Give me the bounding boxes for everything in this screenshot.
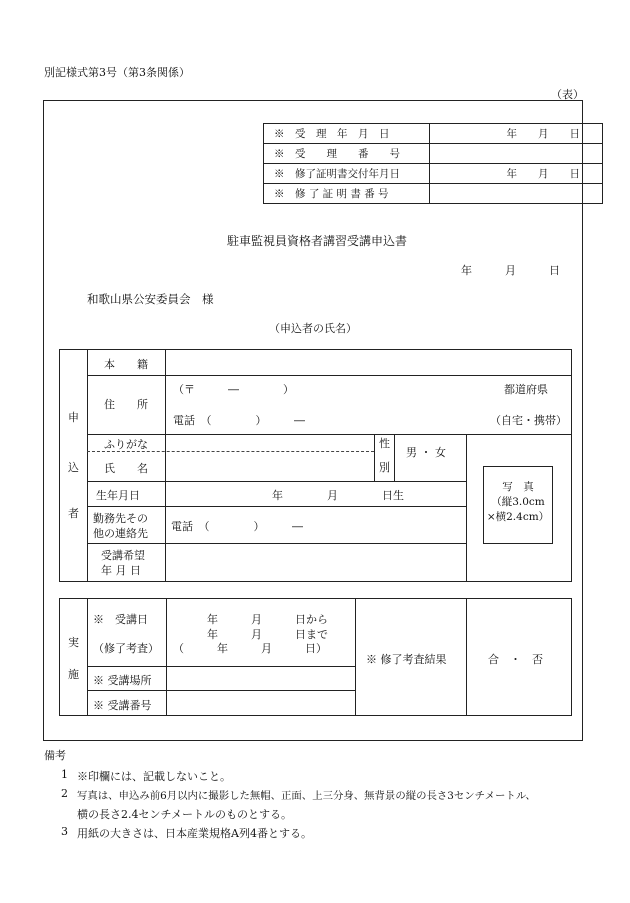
course-number-field[interactable]	[167, 691, 354, 714]
note-number: 2	[61, 787, 68, 800]
work-label: 勤務先その	[93, 512, 148, 525]
course-number-label: ※ 受講番号	[93, 699, 152, 712]
receipt-row	[264, 184, 603, 204]
date-to-field[interactable]: 年 月 日まで	[207, 628, 328, 641]
applicant-side-label: 申	[68, 411, 79, 424]
applicant-side-label: 込	[68, 461, 79, 474]
form-id: 別記様式第3号（第3条関係）	[44, 66, 190, 79]
gender-label: 別	[379, 461, 390, 474]
wish-label: 年 月 日	[101, 564, 141, 577]
exam-result-label: ※ 修了考査結果	[366, 653, 447, 666]
work-phone-field[interactable]: 電話 （ ） ―	[171, 520, 303, 533]
birth-label-text: 生年月日	[96, 489, 140, 502]
address-phone-field[interactable]: 電話 （ ） ―	[173, 414, 305, 427]
venue-label: ※ 受講場所	[93, 674, 152, 687]
applicant-side-label: 者	[68, 507, 79, 520]
receipt-label: ※ 修了証明書交付年月日	[264, 164, 430, 184]
receipt-label: ※ 修 了 証 明 書 番 号	[264, 184, 430, 204]
note-text: 用紙の大きさは、日本産業規格A列4番とする。	[77, 827, 312, 840]
photo-line: 写 真	[502, 481, 534, 493]
photo-line: ×横2.4cm）	[486, 511, 550, 523]
receipt-value[interactable]: 年 月 日	[430, 164, 603, 184]
date-from-field[interactable]: 年 月 日から	[207, 613, 328, 626]
gender-label: 性	[379, 437, 390, 450]
furigana-label: ふりがな	[104, 438, 148, 451]
form-title: 駐車監視員資格者講習受講申込書	[227, 234, 408, 248]
addressee: 和歌山県公安委員会 様	[87, 292, 214, 306]
pass-fail-choice[interactable]: 合 ・ 否	[488, 653, 543, 666]
receipt-row	[264, 144, 603, 164]
honseki-field[interactable]	[166, 350, 570, 375]
note-number: 3	[61, 825, 68, 838]
note-number: 1	[61, 768, 68, 781]
receipt-row	[264, 164, 603, 184]
phone-type-label: （自宅・携帯）	[490, 414, 567, 427]
work-label: 他の連絡先	[93, 527, 148, 540]
form-side: （表）	[551, 88, 584, 101]
receipt-value[interactable]: 年 月 日	[430, 124, 603, 144]
wish-label: 受講希望	[101, 549, 145, 562]
note-text: 写真は、申込み前6月以内に撮影した無帽、正面、上三分身、無背景の縦の長さ3センチメートル、	[77, 790, 536, 802]
exam-date-field[interactable]: （ 年 月 日）	[173, 642, 327, 655]
venue-field[interactable]	[167, 667, 354, 689]
course-date-label: ※ 受講日	[93, 613, 148, 626]
receipt-value[interactable]	[430, 184, 603, 204]
receipt-value[interactable]	[430, 144, 603, 164]
wish-date-field[interactable]	[166, 544, 465, 580]
name-label: 氏 名	[104, 462, 148, 475]
receipt-label: ※ 受 理 年 月 日	[264, 124, 430, 144]
exam-label: （修了考査）	[93, 642, 159, 655]
postal-code-field[interactable]: （〒 ― ）	[173, 383, 294, 396]
prefecture-label: 都道府県	[504, 383, 548, 396]
receipt-row	[264, 124, 603, 144]
notes-heading: 備考	[44, 749, 66, 762]
photo-box	[483, 466, 553, 544]
implementation-side-label: 施	[68, 668, 79, 681]
implementation-section	[59, 598, 572, 716]
note-text: ※印欄には、記載しないこと。	[77, 770, 231, 783]
receipt-table	[263, 123, 603, 204]
applicant-section	[59, 349, 572, 582]
implementation-side-label: 実	[68, 636, 79, 649]
honseki-label: 本 籍	[104, 358, 148, 371]
photo-line: （縦3.0cm	[491, 496, 545, 508]
name-field[interactable]	[166, 452, 373, 480]
note-text-continued: 横の長さ2.4センチメートルのものとする。	[77, 808, 293, 821]
receipt-label: ※ 受 理 番 号	[264, 144, 430, 164]
applicant-name-label: （申込者の氏名）	[269, 322, 357, 335]
date-line[interactable]: 年 月 日	[461, 264, 560, 277]
address-label: 住 所	[104, 398, 148, 411]
gender-choice[interactable]: 男 ・ 女	[406, 446, 446, 459]
birth-date-field[interactable]: 年 月 日生	[272, 489, 404, 502]
